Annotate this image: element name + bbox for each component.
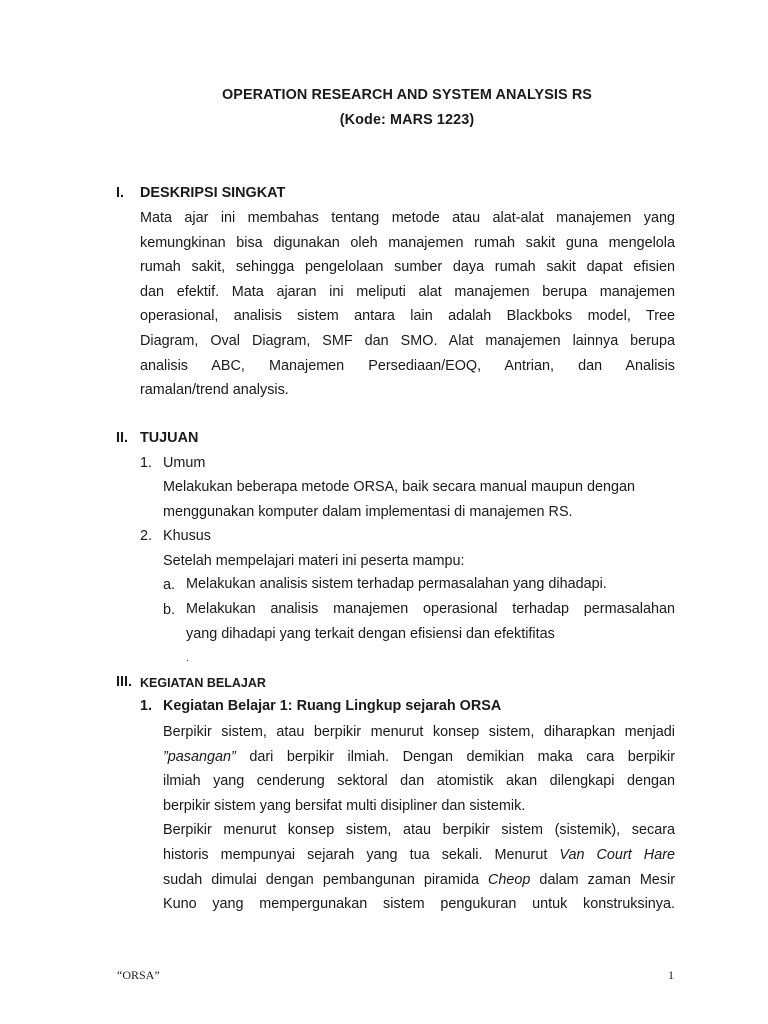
activity-1-paragraph-1: [163, 720, 675, 917]
paragraph-text: historis mempunyai sejarah yang tua sekali. Menurut: [163, 846, 560, 863]
italic-term: ”pasangan”: [163, 748, 236, 765]
item-2-intro: Setelah mempelajari materi ini peserta mampu:: [163, 553, 465, 569]
activity-1-number: 1.: [140, 698, 153, 714]
section-1-number: I.: [116, 185, 124, 201]
paragraph-line: Melakukan beberapa metode ORSA, baik secara manual maupun dengan: [163, 479, 635, 495]
item-1-number: 1.: [140, 455, 153, 471]
footer-label: “ORSA”: [117, 968, 160, 982]
section-2-title: TUJUAN: [140, 430, 199, 446]
paragraph-line: Diagram, Oval Diagram, SMF dan SMO. Alat manajemen lainnya berupa: [140, 332, 675, 349]
paragraph-line: analisis ABC, Manajemen Persediaan/EOQ, Antrian, dan Analisis: [140, 357, 675, 374]
paragraph-line: ramalan/trend analysis.: [140, 382, 289, 399]
activity-1-title: Kegiatan Belajar 1: Ruang Lingkup sejarah ORSA: [163, 698, 502, 714]
paragraph-line: ilmiah yang cenderung sektoral dan atomistik akan dilengkapi dengan: [163, 773, 675, 790]
italic-term: Van Court Hare: [559, 846, 675, 863]
paragraph-line: Mata ajar ini membahas tentang metode atau alat-alat manajemen yang: [140, 210, 675, 226]
paragraph-line: Melakukan analisis manajemen operasional terhadap permasalahan: [186, 601, 675, 617]
section-3-number: III.: [116, 674, 132, 690]
paragraph-line: [163, 745, 675, 770]
document-title: OPERATION RESEARCH AND SYSTEM ANALYSIS RS: [221, 87, 593, 103]
paragraph-line: yang dihadapi yang terkait dengan efisiensi dan efektifitas: [186, 625, 555, 642]
paragraph-line: menggunakan komputer dalam implementasi di manajemen RS.: [163, 503, 573, 520]
item-1-text: [163, 475, 675, 524]
course-code: (Kode: MARS 1223): [339, 112, 475, 128]
sub-item-b-number: b.: [163, 602, 176, 618]
section-3-title: KEGIATAN BELAJAR: [140, 676, 266, 690]
paragraph-line: Berpikir sistem, atau berpikir menurut konsep sistem, diharapkan menjadi: [163, 724, 675, 740]
section-2-number: II.: [116, 430, 128, 446]
section-1-title: DESKRIPSI SINGKAT: [140, 185, 286, 201]
paragraph-line: Kuno yang mempergunakan sistem pengukuran untuk konstruksinya.: [163, 896, 675, 913]
section-1-paragraph: [140, 206, 675, 403]
sub-item-a-text: [186, 572, 675, 597]
paragraph-line: Melakukan analisis sistem terhadap permasalahan yang dihadapi.: [186, 576, 607, 592]
stray-dot: .: [186, 653, 189, 664]
item-2-label: Khusus: [163, 528, 211, 544]
paragraph-line: [163, 843, 675, 868]
item-2-number: 2.: [140, 528, 153, 544]
paragraph-text: dalam zaman Mesir: [530, 871, 675, 888]
sub-item-a-number: a.: [163, 577, 176, 593]
italic-term: Cheop: [488, 871, 531, 888]
paragraph-line: [163, 868, 675, 893]
paragraph-line: kemungkinan bisa digunakan oleh manajemen rumah sakit guna mengelola: [140, 234, 675, 251]
paragraph-line: dan efektif. Mata ajaran ini meliputi alat manajemen berupa manajemen: [140, 283, 675, 300]
paragraph-text: sudah dimulai dengan pembangunan piramida: [163, 871, 489, 888]
paragraph-line: Berpikir menurut konsep sistem, atau berpikir sistem (sistemik), secara: [163, 822, 675, 839]
paragraph-line: operasional, analisis sistem antara lain adalah Blackboks model, Tree: [140, 308, 675, 325]
paragraph-line: berpikir sistem yang bersifat multi disipliner dan sistemik.: [163, 797, 526, 814]
page-number: 1: [668, 968, 674, 982]
paragraph-text: dari berpikir ilmiah. Dengan demikian maka cara berpikir: [235, 748, 675, 765]
item-1-label: Umum: [163, 455, 206, 471]
sub-item-b-text: [186, 597, 675, 646]
paragraph-line: rumah sakit, sehingga pengelolaan sumber daya rumah sakit dapat efisien: [140, 259, 675, 276]
